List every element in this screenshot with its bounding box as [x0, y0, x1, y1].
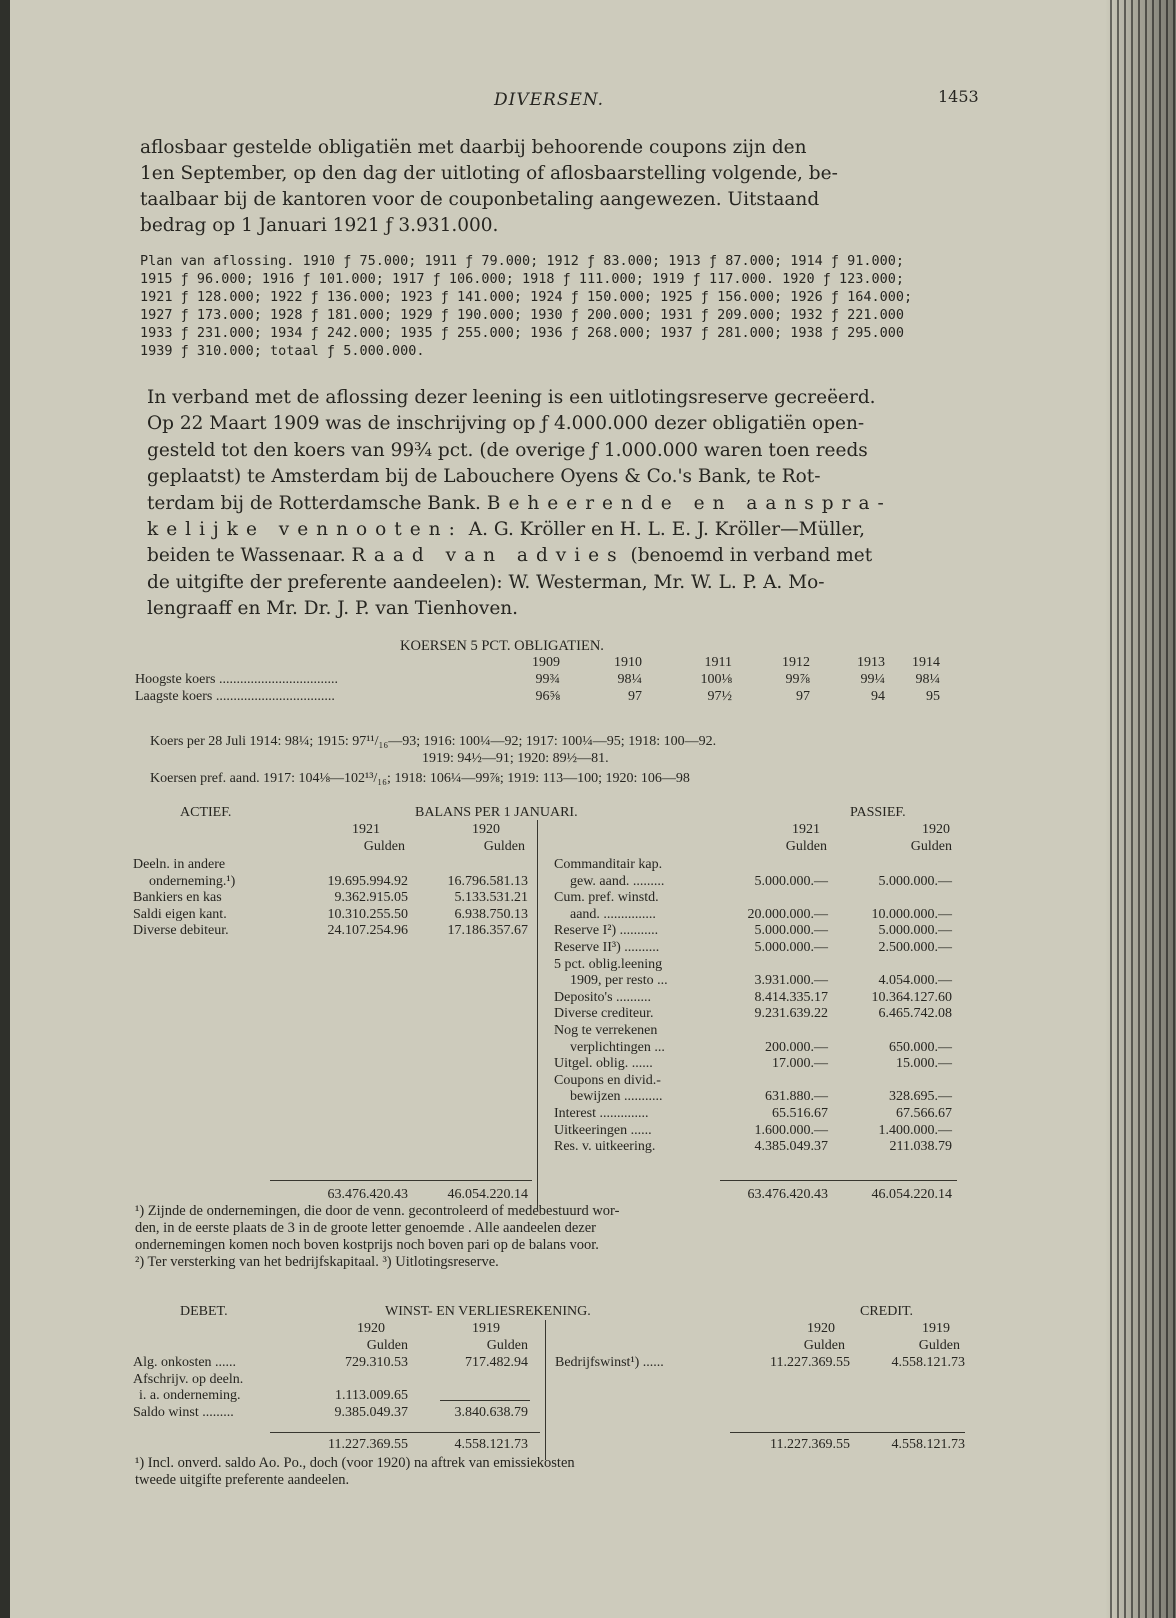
cell: 5.000.000.—: [878, 923, 952, 939]
year: 1909: [532, 655, 560, 670]
footnote: den, in de eerste plaats de 3 in de groote letter genoemde . Alle aandeelen dezer: [135, 1220, 596, 1236]
year-header: 1919: [922, 1321, 950, 1336]
unit-header: Gulden: [918, 1338, 960, 1353]
cell: [838, 1073, 952, 1090]
footnote: ¹) Zijnde de ondernemingen, die door de venn. gecontroleerd of medebestuurd wor-: [135, 1203, 620, 1219]
running-title: DIVERSEN.: [494, 90, 605, 110]
actief-1921: [290, 857, 408, 940]
cell: 67.566.67: [896, 1105, 952, 1121]
row-label: Saldi eigen kant.: [133, 906, 227, 922]
plan-line: 1927 ƒ 173.000; 1928 ƒ 181.000; 1929 ƒ 190.000; 1930 ƒ 200.000; 1931 ƒ 209.000; 1932 ƒ 221.000: [140, 307, 905, 323]
cell: [712, 1073, 828, 1090]
cell: 6.938.750.13: [454, 906, 528, 922]
total-cell: 11.227.369.55: [328, 1437, 408, 1452]
cell: 9.385.049.37: [334, 1404, 408, 1420]
text-line: aflosbaar gestelde obligatiën met daarbij behoorende coupons zijn den: [140, 137, 807, 158]
cell: 1.400.000.—: [878, 1122, 952, 1138]
footnote: tweede uitgifte preferente aandeelen.: [135, 1472, 350, 1488]
intro-text: [140, 135, 838, 239]
cell: [712, 1023, 828, 1040]
text-line: taalbaar bij de kantoren voor de couponbetaling aangewezen. Uitstaand: [140, 189, 820, 210]
cell: 11.227.369.55: [770, 1355, 850, 1370]
cell: 17.186.357.67: [447, 923, 528, 939]
cell: 19.695.994.92: [327, 873, 408, 889]
total-cell: 4.558.121.73: [891, 1437, 965, 1452]
cell: 98¼: [617, 672, 642, 687]
page-number: 1453: [938, 87, 979, 106]
row-label: Diverse debiteur.: [133, 923, 229, 939]
text-line: [147, 491, 892, 517]
cell: 24.107.254.96: [327, 923, 408, 939]
text-line: [147, 543, 892, 569]
cell: 631.880.—: [765, 1089, 828, 1105]
unit-header: Gulden: [363, 839, 405, 854]
koersen-years-row: [135, 655, 940, 672]
row-label: Reserve II³) ..........: [554, 939, 660, 955]
total-rule: [730, 1432, 965, 1433]
cell: 15.000.—: [896, 1056, 952, 1072]
row-label: bewijzen ...........: [570, 1089, 663, 1105]
plan-van-aflossing: [140, 252, 912, 360]
cell: 99¼: [860, 672, 885, 687]
spaced-label: kelijke vennooten:: [147, 519, 463, 541]
cell: 4.558.121.73: [891, 1355, 965, 1370]
text-span: A. G. Kröller en H. L. E. J. Kröller—Müller,: [468, 519, 865, 541]
spaced-label: Beheerende en aanspra-: [486, 492, 892, 514]
plan-line: 1915 ƒ 96.000; 1916 ƒ 101.000; 1917 ƒ 106.000; 1918 ƒ 111.000; 1919 ƒ 117.000. 1920 ƒ 123.000;: [140, 271, 905, 287]
actief-1920: [410, 857, 528, 940]
koers-line: Koers per 28 Juli 1914: 98¼; 1915: 97¹¹/₁₆—93; 1916: 100¼—92; 1917: 100¼—95; 1918: 100—92.: [150, 734, 717, 749]
text-line: [147, 517, 892, 543]
cell: [712, 857, 828, 874]
cell: 65.516.67: [772, 1105, 828, 1121]
cell: 10.000.000.—: [871, 906, 952, 922]
cell: [838, 957, 952, 974]
row-label: aand. ...............: [570, 906, 656, 922]
cell: 717.482.94: [465, 1355, 528, 1370]
row-label: 5 pct. oblig.leening: [554, 956, 663, 972]
text-line: de uitgifte der preferente aandeelen): W. Westerman, Mr. W. L. P. A. Mo-: [147, 571, 825, 593]
cell: 200.000.—: [765, 1039, 828, 1055]
cell: [290, 857, 408, 874]
unit-header: Gulden: [483, 839, 525, 854]
winst-notes: [135, 1455, 575, 1489]
cell: [712, 957, 828, 974]
cell: 100⅛: [700, 672, 732, 687]
cell: 17.000.—: [772, 1056, 828, 1072]
debet-heading: DEBET.: [180, 1304, 228, 1319]
cell: [838, 1023, 952, 1040]
cell: 4.385.049.37: [754, 1139, 828, 1155]
footnote: ¹) Incl. onverd. saldo Ao. Po., doch (voor 1920) na aftrek van emissiekosten: [135, 1455, 575, 1471]
row-label: gew. aand. .........: [570, 873, 665, 889]
row-label: verplichtingen ...: [570, 1039, 665, 1055]
unit-header: Gulden: [366, 1338, 408, 1353]
cell: 729.310.53: [345, 1355, 408, 1370]
cell: 5.000.000.—: [878, 873, 952, 889]
row-label: Saldo winst .........: [133, 1404, 234, 1420]
row-label: Cum. pref. winstd.: [554, 890, 659, 906]
total-cell: 11.227.369.55: [770, 1437, 850, 1452]
cell: 16.796.581.13: [447, 873, 528, 889]
footnote: ondernemingen komen noch boven kostprijs noch boven pari op de balans voor.: [135, 1237, 599, 1253]
cell: 97: [628, 689, 642, 704]
koers-line: 1919: 94½—91; 1920: 89½—81.: [422, 751, 609, 766]
cell: 3.931.000.—: [754, 973, 828, 989]
total-cell: 63.476.420.43: [327, 1187, 408, 1202]
cell: 6.465.742.08: [878, 1006, 952, 1022]
row-label: Diverse crediteur.: [554, 1006, 654, 1022]
debet-labels: [133, 1355, 243, 1421]
row-label: Hoogste koers ..................................: [135, 672, 338, 687]
year-header: 1920: [357, 1321, 385, 1336]
text-span: terdam bij de Rotterdamsche Bank.: [147, 492, 481, 514]
year: 1913: [857, 655, 885, 670]
cell: [838, 890, 952, 907]
text-span: beiden te Wassenaar.: [147, 545, 346, 567]
year-header: 1921: [792, 822, 820, 837]
cell: [712, 890, 828, 907]
plan-line: 1921 ƒ 128.000; 1922 ƒ 136.000; 1923 ƒ 141.000; 1924 ƒ 150.000; 1925 ƒ 156.000; 1926 ƒ 164.000;: [140, 289, 913, 305]
year-header: 1920: [472, 822, 500, 837]
year: 1912: [782, 655, 810, 670]
cell: 94: [871, 689, 885, 704]
cell: 96⅝: [535, 689, 560, 704]
credit-heading: CREDIT.: [860, 1304, 914, 1319]
cell: 95: [926, 689, 940, 704]
cell: 5.000.000.—: [754, 923, 828, 939]
total-cell: 4.558.121.73: [454, 1437, 528, 1452]
balans-heading: BALANS PER 1 JANUARI.: [415, 805, 578, 820]
passief-1920: [838, 857, 952, 1156]
cell: 3.840.638.79: [454, 1404, 528, 1420]
page-edges: [1105, 0, 1176, 1618]
debet-1920: [290, 1355, 408, 1421]
total-cell: 46.054.220.14: [447, 1187, 528, 1202]
koersen-title: KOERSEN 5 PCT. OBLIGATIEN.: [400, 638, 604, 654]
cell: [290, 1372, 408, 1389]
row-label: Bankiers en kas: [133, 890, 222, 906]
row-label: Res. v. uitkeering.: [554, 1139, 656, 1155]
cell: 5.133.531.21: [454, 890, 528, 906]
text-line: 1en September, op den dag der uitloting of aflosbaarstelling volgende, be-: [140, 163, 838, 184]
cell: 4.054.000.—: [878, 973, 952, 989]
row-label: Reserve I²) ...........: [554, 923, 659, 939]
plan-line: 1933 ƒ 231.000; 1934 ƒ 242.000; 1935 ƒ 255.000; 1936 ƒ 268.000; 1937 ƒ 281.000; 1938 ƒ 295.000: [140, 325, 905, 341]
cell: 8.414.335.17: [754, 989, 828, 1005]
cell: 5.000.000.—: [754, 939, 828, 955]
koersen-table: [135, 655, 940, 706]
year: 1910: [614, 655, 642, 670]
cell: 20.000.000.—: [747, 906, 828, 922]
column-rule: [537, 820, 538, 1210]
cell: 10.310.255.50: [327, 906, 408, 922]
cell: 97½: [707, 689, 732, 704]
credit-labels: [555, 1355, 664, 1372]
total-rule: [270, 1180, 532, 1181]
row-label: Afschrijv. op deeln.: [133, 1371, 244, 1387]
row-label: Commanditair kap.: [554, 857, 663, 872]
credit-1919: [855, 1355, 965, 1372]
total-cell: 46.054.220.14: [871, 1187, 952, 1202]
cell: 328.695.—: [889, 1089, 952, 1105]
passief-1921: [712, 857, 828, 1156]
cell: 9.362.915.05: [334, 890, 408, 906]
subtotal-rule: [440, 1400, 530, 1401]
row-label: 1909, per resto ...: [570, 973, 668, 989]
cell: [410, 1388, 528, 1405]
spaced-label: Raad van advies: [351, 545, 625, 567]
text-line: In verband met de aflossing dezer leening is een uitlotingsreserve gecreëerd.: [147, 387, 876, 408]
row-label: Nog te verrekenen: [554, 1022, 658, 1038]
year-header: 1919: [472, 1321, 500, 1336]
year: 1914: [912, 655, 940, 670]
row-label: Laagste koers ..................................: [135, 689, 335, 704]
cell: 650.000.—: [889, 1039, 952, 1055]
footnote: ²) Ter versterking van het bedrijfskapitaal. ³) Uitlotingsreserve.: [135, 1254, 499, 1270]
unit-header: Gulden: [803, 1338, 845, 1353]
cell: 97: [796, 689, 810, 704]
cell: 5.000.000.—: [754, 873, 828, 889]
year-header: 1921: [352, 822, 380, 837]
year-header: 1920: [922, 822, 950, 837]
cell: 99⅞: [785, 672, 810, 687]
debet-1919: [410, 1355, 528, 1421]
row-label: Interest ..............: [554, 1105, 649, 1121]
row-label: Uitgel. oblig. ......: [554, 1056, 653, 1072]
row-label: Bedrijfswinst¹) ......: [555, 1355, 664, 1370]
cell: [410, 1372, 528, 1389]
text-line: geplaatst) te Amsterdam bij de Labouchere Oyens & Co.'s Bank, te Rot-: [147, 466, 821, 488]
cell: [838, 857, 952, 874]
unit-header: Gulden: [910, 839, 952, 854]
year-header: 1920: [807, 1321, 835, 1336]
cell: 99¾: [535, 672, 560, 687]
row-label: Alg. onkosten ......: [133, 1355, 237, 1370]
plan-line: Plan van aflossing. 1910 ƒ 75.000; 1911 ƒ 79.000; 1912 ƒ 83.000; 1913 ƒ 87.000; 1914 ƒ 91.000;: [140, 253, 905, 269]
unit-header: Gulden: [785, 839, 827, 854]
text-line: bedrag op 1 Januari 1921 ƒ 3.931.000.: [140, 215, 499, 236]
row-label: Coupons en divid.-: [554, 1072, 661, 1088]
unit-header: Gulden: [486, 1338, 528, 1353]
balans-notes: [135, 1203, 619, 1271]
column-rule: [545, 1320, 546, 1460]
text-span: (benoemd in verband met: [630, 545, 873, 567]
actief-heading: ACTIEF.: [180, 805, 232, 820]
cell: 98¼: [915, 672, 940, 687]
total-rule: [270, 1432, 540, 1433]
table-row: [135, 689, 940, 706]
passief-heading: PASSIEF.: [850, 805, 906, 820]
cell: 9.231.639.22: [754, 1006, 828, 1022]
plan-line: 1939 ƒ 310.000; totaal ƒ 5.000.000.: [140, 343, 425, 359]
text-line: gesteld tot den koers van 99¾ pct. (de overige ƒ 1.000.000 waren toen reeds: [147, 439, 868, 461]
koers-line: Koersen pref. aand. 1917: 104⅛—102¹³/₁₆; 1918: 106¼—99⅞; 1919: 113—100; 1920: 106—98: [150, 771, 690, 786]
row-label: Deposito's ..........: [554, 989, 652, 1005]
row-label: Deeln. in andere: [133, 857, 226, 872]
cell: 10.364.127.60: [871, 989, 952, 1005]
row-label: i. a. onderneming.: [139, 1388, 241, 1404]
cell: 1.113.009.65: [335, 1388, 408, 1404]
total-rule: [720, 1180, 957, 1181]
year: 1911: [704, 655, 732, 670]
text-line: lengraaff en Mr. Dr. J. P. van Tienhoven.: [147, 598, 519, 620]
credit-1920: [730, 1355, 850, 1372]
text-line: Op 22 Maart 1909 was de inschrijving op ƒ 4.000.000 dezer obligatiën open-: [147, 413, 865, 435]
winst-heading: WINST- EN VERLIESREKENING.: [385, 1304, 591, 1319]
table-row: [135, 672, 940, 689]
actief-labels: [133, 857, 235, 940]
cell: 1.600.000.—: [754, 1122, 828, 1138]
cell: 211.038.79: [889, 1139, 952, 1155]
cell: [410, 857, 528, 874]
main-paragraph: [147, 385, 892, 623]
row-label: Uitkeeringen ......: [554, 1122, 652, 1138]
passief-labels: [554, 857, 668, 1156]
total-cell: 63.476.420.43: [747, 1187, 828, 1202]
row-label: onderneming.¹): [149, 873, 236, 889]
cell: 2.500.000.—: [878, 939, 952, 955]
